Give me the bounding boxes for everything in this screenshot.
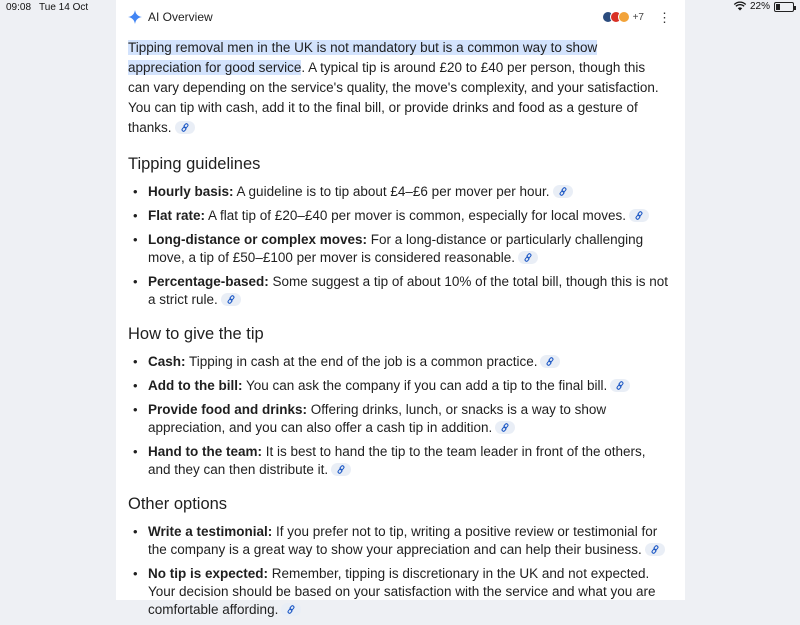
- citation-link-icon[interactable]: [281, 603, 301, 616]
- ai-overview-header: [128, 8, 671, 26]
- how-to-give-list: [128, 353, 669, 479]
- list-item-label: Provide food and drinks:: [148, 402, 308, 417]
- citation-link-icon[interactable]: [175, 121, 195, 134]
- source-favicon-icon: [618, 11, 630, 23]
- citation-link-icon[interactable]: [645, 543, 665, 556]
- battery-icon: [774, 2, 794, 12]
- intro-text: . A typical tip is around £20 to £40 per person, though this can vary depending on the service's quality, the move's complexity, and your satisfaction. You can tip with cash, add it to the final bill, or provide drinks and food as a gesture of thanks.: [128, 60, 659, 135]
- list-item-label: Write a testimonial:: [148, 524, 273, 539]
- citation-link-icon[interactable]: [221, 293, 241, 306]
- wifi-icon: [734, 2, 746, 11]
- more-options-icon[interactable]: ⋮: [658, 9, 671, 25]
- more-sources-count: +7: [632, 11, 644, 23]
- battery-percent: 22%: [749, 1, 770, 12]
- list-item-label: Flat rate:: [148, 208, 206, 223]
- other-options-list: [128, 523, 669, 619]
- list-item-text: You can ask the company if you can add a tip to the final bill.: [242, 378, 608, 393]
- citation-link-icon[interactable]: [629, 209, 649, 222]
- citation-link-icon[interactable]: [610, 379, 630, 392]
- list-item-label: No tip is expected:: [148, 566, 269, 581]
- tipping-guidelines-list: [128, 183, 669, 309]
- list-item: [128, 401, 669, 437]
- list-item: [128, 523, 669, 559]
- status-date: Tue 14 Oct: [39, 1, 89, 13]
- section-heading: Tipping guidelines: [128, 155, 261, 173]
- status-time: 09:08: [6, 1, 32, 13]
- list-item: [128, 273, 669, 309]
- list-item-text: If you prefer not to tip, writing a positive review or testimonial for the company is a great way to show your appreciation and can help their business.: [148, 524, 658, 557]
- list-item-text: A flat tip of £20–£40 per mover is common, especially for local moves.: [205, 208, 626, 223]
- citation-link-icon[interactable]: [553, 185, 573, 198]
- list-item-text: For a long-distance or particularly challenging move, a tip of £50–£100 per mover is considered reasonable.: [148, 232, 644, 265]
- list-item-label: Cash:: [148, 354, 186, 369]
- list-item-text: It is best to hand the tip to the team leader in front of the others, and they can then distribute it.: [148, 444, 646, 477]
- ai-overview-card: [116, 0, 685, 617]
- list-item-text: A guideline is to tip about £4–£6 per mover per hour.: [233, 184, 550, 199]
- citation-link-icon[interactable]: [540, 355, 560, 368]
- list-item-label: Percentage-based:: [148, 274, 269, 289]
- section-heading: How to give the tip: [128, 325, 264, 343]
- intro-paragraph: [128, 38, 669, 138]
- section-heading: Other options: [128, 495, 228, 513]
- list-item-label: Hourly basis:: [148, 184, 234, 199]
- list-item: [128, 231, 669, 267]
- sources-button[interactable]: [602, 11, 644, 23]
- list-item: [128, 183, 669, 201]
- ai-overview-title: AI Overview: [148, 10, 213, 24]
- list-item: [128, 353, 669, 371]
- gemini-spark-icon: [128, 10, 142, 24]
- list-item-label: Hand to the team:: [148, 444, 263, 459]
- list-item-text: Tipping in cash at the end of the job is a common practice.: [185, 354, 538, 369]
- citation-link-icon[interactable]: [518, 251, 538, 264]
- list-item-text: Offering drinks, lunch, or snacks is a way to show appreciation, and you can also offer a cash tip in addition.: [148, 402, 607, 435]
- list-item-label: Add to the bill:: [148, 378, 243, 393]
- list-item: [128, 443, 669, 479]
- citation-link-icon[interactable]: [331, 463, 351, 476]
- ai-overview-content: [128, 38, 669, 625]
- list-item: [128, 377, 669, 395]
- citation-link-icon[interactable]: [495, 421, 515, 434]
- list-item-label: Long-distance or complex moves:: [148, 232, 368, 247]
- list-item-text: Some suggest a tip of about 10% of the total bill, though this is not a strict rule.: [148, 274, 669, 307]
- list-item: [128, 565, 669, 619]
- highlighted-answer: Tipping removal men in the UK is not mandatory but is a common way to show appreciation for good service: [128, 40, 598, 75]
- list-item-text: Remember, tipping is discretionary in the UK and not expected. Your decision should be based on your satisfaction with the service and what you are comfortable affording.: [148, 566, 656, 617]
- list-item: [128, 207, 669, 225]
